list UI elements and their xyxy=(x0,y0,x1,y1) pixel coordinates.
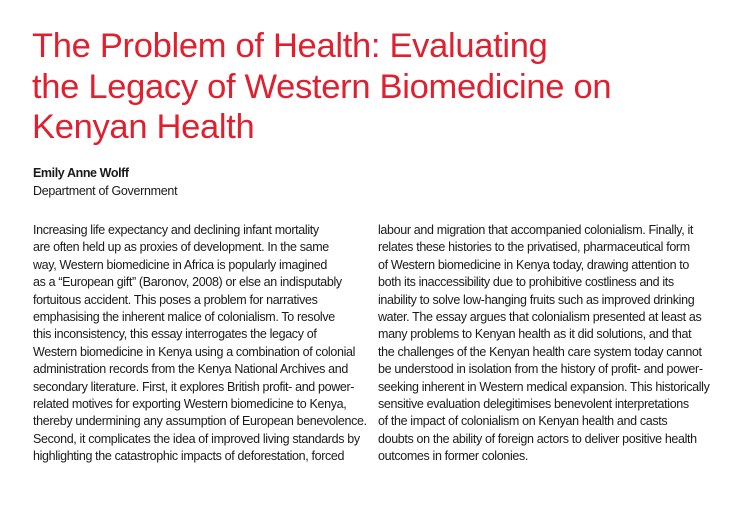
abstract-line: as a “European gift” (Baronov, 2008) or else an indisputably xyxy=(33,275,342,290)
abstract-line: outcomes in former colonies. xyxy=(378,449,528,464)
abstract-line: Western biomedicine in Kenya using a combination of colonial xyxy=(33,344,356,359)
author-department: Department of Government xyxy=(33,184,178,198)
abstract-line: many problems to Kenyan health as it did solutions, and that xyxy=(378,327,692,342)
abstract-line: thereby undermining any assumption of European benevolence. xyxy=(33,414,367,429)
title-line: the Legacy of Western Biomedicine on xyxy=(32,67,612,106)
abstract-line: emphasising the inherent malice of colonialism. To resolve xyxy=(33,310,335,325)
abstract-line: of Western biomedicine in Kenya today, drawing attention to xyxy=(378,257,690,272)
abstract-column-left xyxy=(33,222,367,466)
abstract-line: labour and migration that accompanied colonialism. Finally, it xyxy=(378,223,694,237)
abstract-line: fortuitous accident. This poses a problem for narratives xyxy=(33,292,318,307)
abstract-line: administration records from the Kenya National Archives and xyxy=(33,362,348,377)
abstract-line: are often held up as proxies of development. In the same xyxy=(33,240,329,255)
abstract-line: of the impact of colonialism on Kenyan health and casts xyxy=(378,414,668,429)
author-name: Emily Anne Wolff xyxy=(33,166,129,180)
abstract-line: water. The essay argues that colonialism presented at least as xyxy=(378,310,702,325)
abstract-line: this inconsistency, this essay interrogates the legacy of xyxy=(33,327,317,342)
abstract-line: highlighting the catastrophic impacts of deforestation, forced xyxy=(33,449,345,464)
abstract-line: the challenges of the Kenyan health care system today cannot xyxy=(378,344,702,359)
abstract-line: secondary literature. First, it explores British profit- and power- xyxy=(33,379,355,394)
abstract-line: both its inaccessibility due to prohibitive costliness and its xyxy=(378,275,674,290)
abstract-line: doubts on the ability of foreign actors to deliver positive health xyxy=(378,431,697,446)
abstract-line: Second, it complicates the idea of improved living standards by xyxy=(33,431,360,446)
abstract-line: sensitive evaluation delegitimises benevolent interpretations xyxy=(378,397,689,412)
abstract-line: seeking inherent in Western medical expansion. This historically xyxy=(378,379,710,394)
abstract-line: inability to solve low-hanging fruits such as improved drinking xyxy=(378,292,695,307)
title-line: Kenyan Health xyxy=(32,108,255,146)
abstract-line: way, Western biomedicine in Africa is popularly imagined xyxy=(33,257,327,272)
abstract-line: be understood in isolation from the history of profit- and power- xyxy=(378,362,703,377)
abstract-line: related motives for exporting Western biomedicine to Kenya, xyxy=(33,397,347,412)
title-line: The Problem of Health: Evaluating xyxy=(32,27,548,65)
abstract-line: relates these histories to the privatised, pharmaceutical form xyxy=(378,240,690,255)
abstract-line: Increasing life expectancy and declining infant mortality xyxy=(33,223,319,237)
abstract-column-right xyxy=(378,222,709,466)
article-title xyxy=(32,26,672,148)
